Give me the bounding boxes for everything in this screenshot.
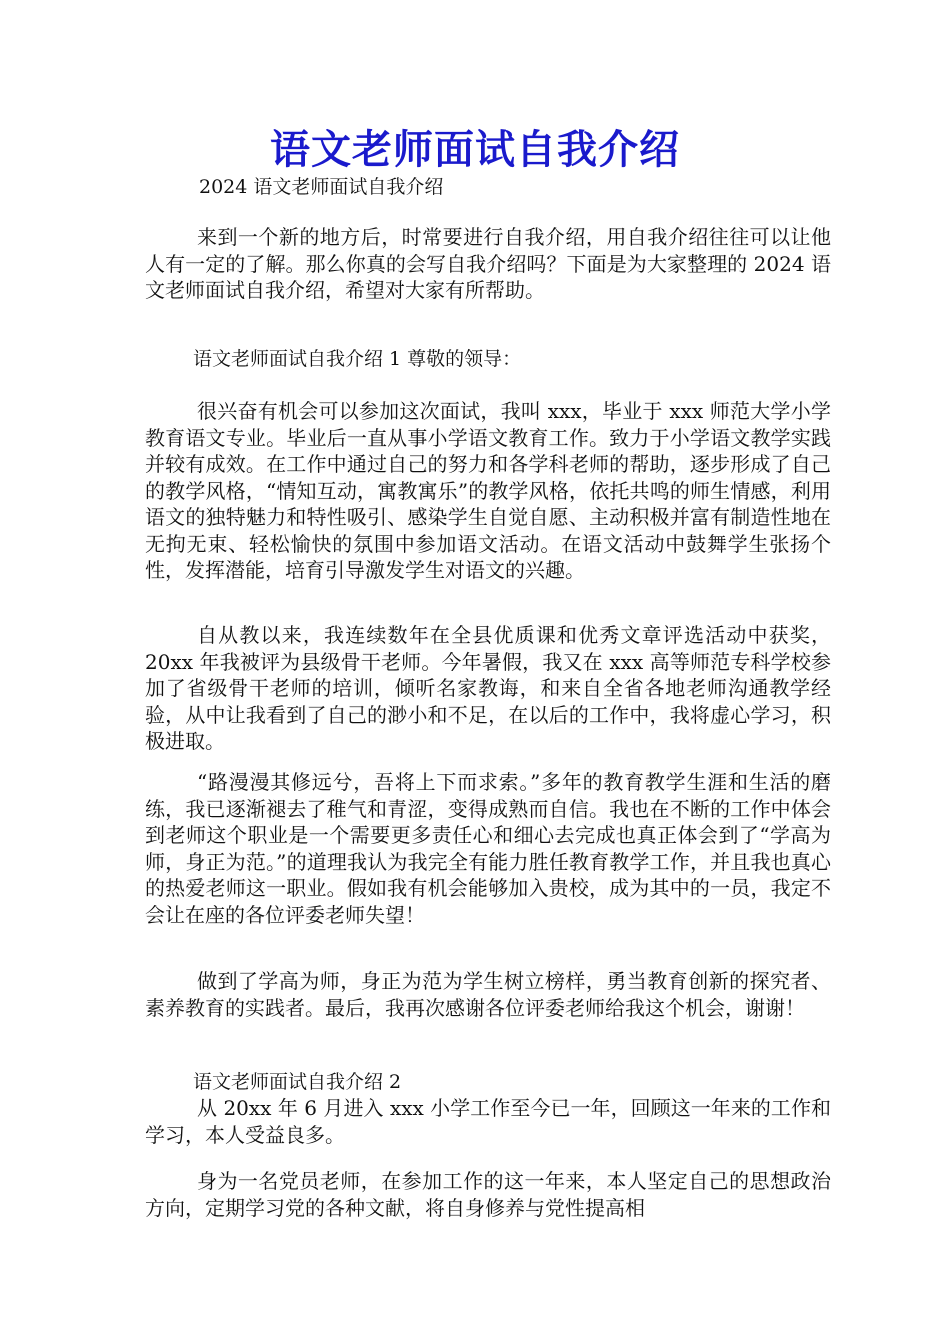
section2-heading: 语文老师面试自我介绍 2 — [193, 1071, 402, 1093]
section2-paragraph-1: 从 20xx 年 6 月进入 xxx 小学工作至今已一年，回顾这一年来的工作和学习，本人受益良多。 — [145, 1096, 831, 1147]
section1-paragraph-4: 做到了学高为师，身正为范为学生树立榜样，勇当教育创新的探究者、素养教育的实践者。最后，我再次感谢各位评委老师给我这个机会，谢谢！ — [145, 969, 831, 1020]
intro-paragraph: 来到一个新的地方后，时常要进行自我介绍，用自我介绍往往可以让他人有一定的了解。那么你真的会写自我介绍吗？下面是为大家整理的 2024 语文老师面试自我介绍，希望对大家有所帮助。 — [145, 225, 831, 302]
section1-paragraph-1: 很兴奋有机会可以参加这次面试，我叫 xxx，毕业于 xxx 师范大学小学教育语文专业。毕业后一直从事小学语文教育工作。致力于小学语文教学实践并较有成效。在工作中通过自己的努力和各学科老师的帮助，逐步形成了自己的教学风格，“情知互动，寓教寓乐”的教学风格，依托共鸣的师生情感，利用语文的独特魅力和特性吸引、感染学生自觉自愿、主动积极并富有制造性地在无拘无束、轻松愉快的氛围中参加语文活动。在语文活动中鼓舞学生张扬个性，发挥潜能，培育引导激发学生对语文的兴趣。 — [145, 399, 831, 582]
section2-paragraph-2: 身为一名党员老师，在参加工作的这一年来，本人坚定自己的思想政治方向，定期学习党的各种文献，将自身修养与党性提高相 — [145, 1169, 831, 1220]
section1-paragraph-3: “路漫漫其修远兮，吾将上下而求索。”多年的教育教学生涯和生活的磨练，我已逐渐褪去了稚气和青涩，变得成熟而自信。我也在不断的工作中体会到老师这个职业是一个需要更多责任心和细心去完成也真正体会到了“学高为师，身正为范。”的道理我认为我完全有能力胜任教育教学工作，并且我也真心的热爱老师这一职业。假如我有机会能够加入贵校，成为其中的一员，我定不会让在座的各位评委老师失望！ — [145, 770, 831, 927]
document-subtitle: 2024 语文老师面试自我介绍 — [199, 176, 444, 198]
section1-heading: 语文老师面试自我介绍 1 尊敬的领导： — [193, 348, 522, 370]
document-title: 语文老师面试自我介绍 — [270, 126, 680, 173]
section1-paragraph-2: 自从教以来，我连续数年在全县优质课和优秀文章评选活动中获奖，20xx 年我被评为县级骨干老师。今年暑假，我又在 xxx 高等师范专科学校参加了省级骨干老师的培训，倾听名家教诲，和来自全省各地老师沟通教学经验，从中让我看到了自己的渺小和不足，在以后的工作中，我将虚心学习，积极进取。 — [145, 623, 831, 753]
